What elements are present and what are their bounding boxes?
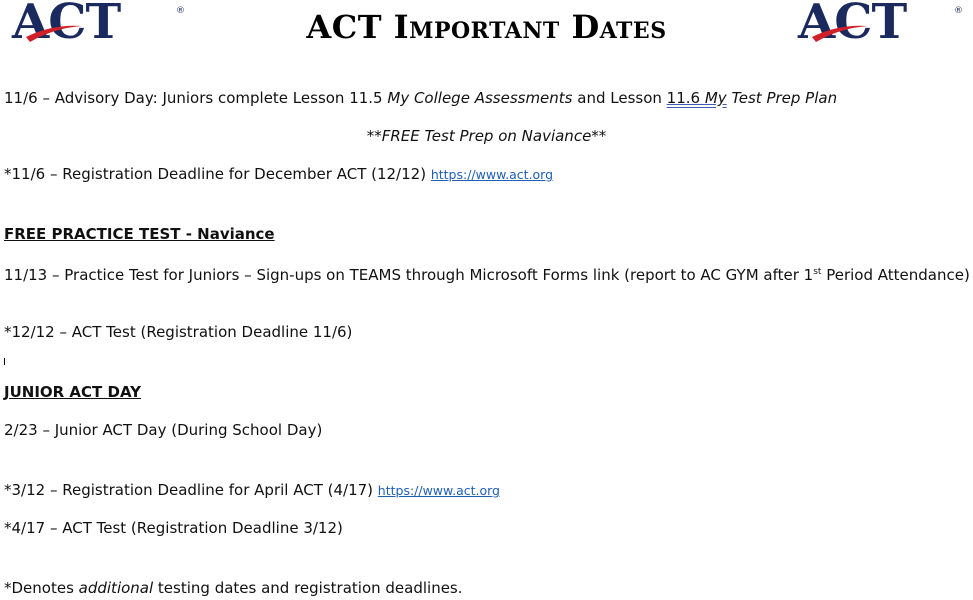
logo-wordmark: ACT <box>12 0 121 50</box>
december-test-line: *12/12 – ACT Test (Registration Deadline 11/6) <box>4 323 353 341</box>
act-logo-right <box>798 0 963 50</box>
free-test-prep-line: **FREE Test Prep on Naviance** <box>366 127 607 145</box>
logo-swoosh-icon <box>798 4 962 50</box>
page-title: ACT Important Dates <box>306 8 667 46</box>
registered-mark: ® <box>176 6 185 16</box>
logo-wordmark: ACT <box>798 0 907 50</box>
december-registration-line: *11/6 – Registration Deadline for December ACT (12/12) https://www.act.org <box>4 165 554 183</box>
document-header <box>0 0 973 60</box>
april-registration-line: *3/12 – Registration Deadline for April ACT (4/17) https://www.act.org <box>4 481 500 499</box>
footnote-line: *Denotes additional testing dates and registration deadlines. <box>4 579 463 597</box>
registered-mark: ® <box>954 6 963 16</box>
junior-act-day-heading: JUNIOR ACT DAY <box>4 383 141 401</box>
act-website-link[interactable]: https://www.act.org <box>377 483 500 498</box>
practice-test-heading: FREE PRACTICE TEST - Naviance <box>4 225 275 243</box>
practice-test-line: 11/13 – Practice Test for Juniors – Sign-ups on TEAMS through Microsoft Forms link (report to AC GYM after 1st Period Attendance) <box>4 266 970 284</box>
april-test-line: *4/17 – ACT Test (Registration Deadline 3/12) <box>4 519 343 537</box>
text-cursor-mark <box>4 358 5 365</box>
junior-act-day-line: 2/23 – Junior ACT Day (During School Day) <box>4 421 323 439</box>
act-website-link[interactable]: https://www.act.org <box>430 167 554 182</box>
advisory-day-line: 11/6 – Advisory Day: Juniors complete Lesson 11.5 My College Assessments and Lesson 11.6 My Test Prep Plan <box>4 89 838 107</box>
